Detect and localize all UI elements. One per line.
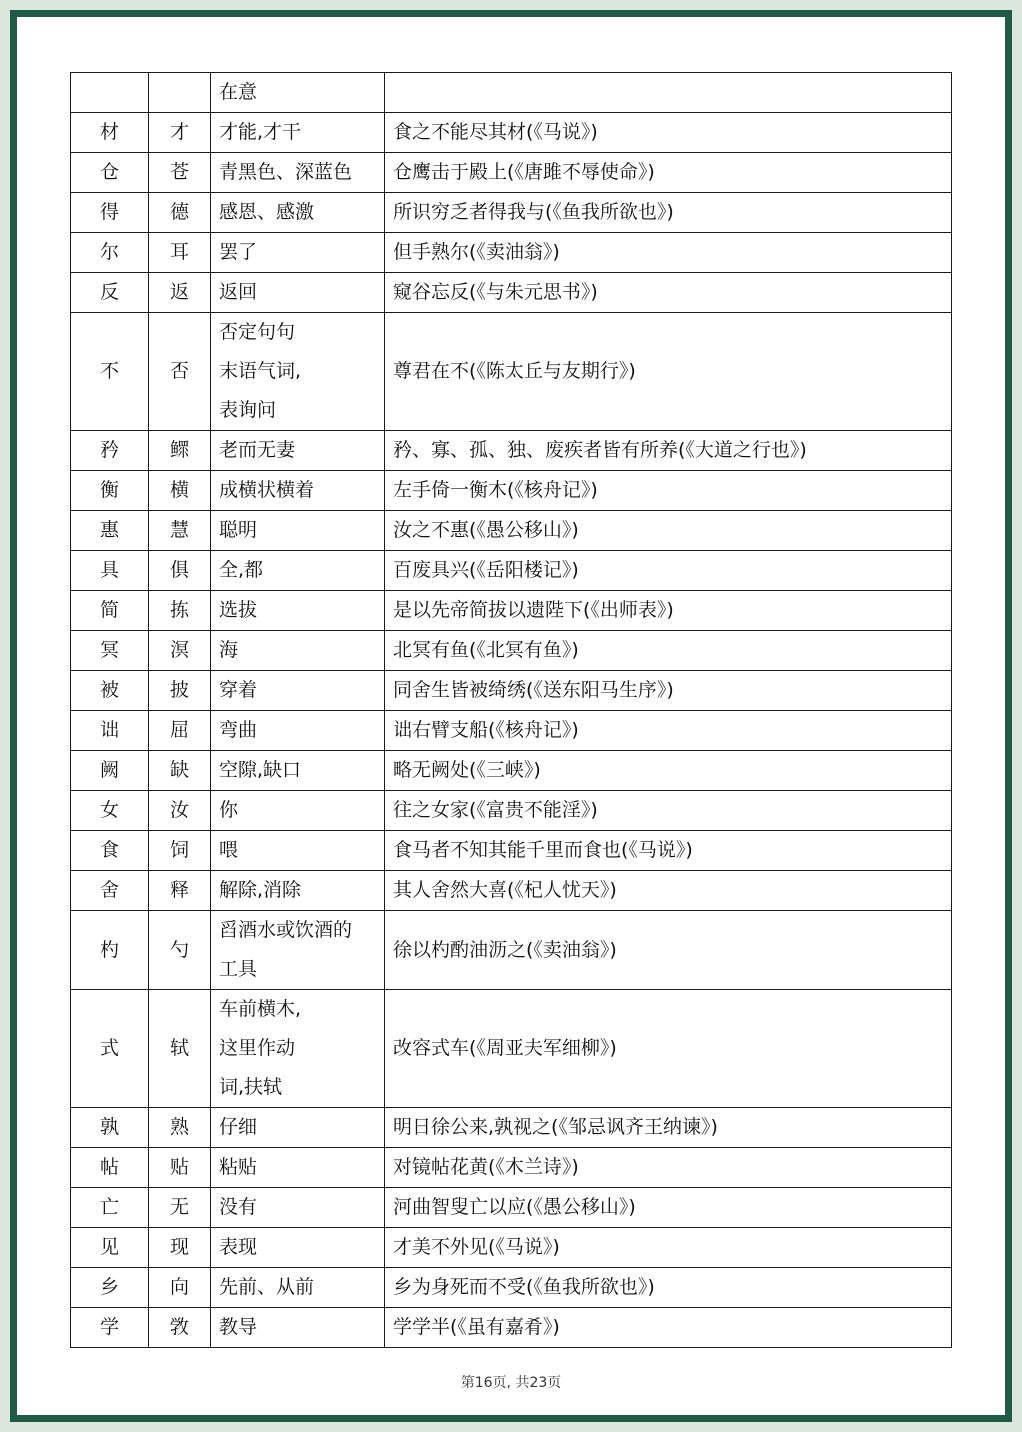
tongjia-char: 食 [71,831,149,871]
meaning-line: 青黑色、深蓝色 [219,161,353,183]
meaning-cell [211,1228,385,1268]
tongjia-char: 式 [71,990,149,1108]
tongjia-char: 乡 [71,1268,149,1308]
meaning-line: 末语气词, [219,360,302,382]
table-row [71,113,952,153]
tongjia-char: 舍 [71,871,149,911]
table-row [71,273,952,313]
original-char: 返 [149,273,211,313]
example-sentence: 略无阙处(《三峡》) [385,751,952,791]
tongjia-char: 得 [71,193,149,233]
tongjia-char [71,73,149,113]
meaning-line: 才能,才干 [219,121,302,143]
table-row [71,711,952,751]
meaning-cell [211,511,385,551]
meaning-cell [211,791,385,831]
example-sentence: 所识穷乏者得我与(《鱼我所欲也》) [385,193,952,233]
example-sentence: 矜、寡、孤、独、废疾者皆有所养(《大道之行也》) [385,431,952,471]
original-char: 现 [149,1228,211,1268]
table-row [71,791,952,831]
meaning-line: 弯曲 [219,719,258,741]
example-sentence: 往之女家(《富贵不能淫》) [385,791,952,831]
meaning-cell [211,273,385,313]
original-char: 鳏 [149,431,211,471]
example-sentence: 左手倚一衡木(《核舟记》) [385,471,952,511]
meaning-line: 返回 [219,281,258,303]
table-row [71,990,952,1108]
example-sentence: 汝之不惠(《愚公移山》) [385,511,952,551]
original-char: 向 [149,1268,211,1308]
table-row [71,911,952,990]
original-char: 才 [149,113,211,153]
example-sentence: 乡为身死而不受(《鱼我所欲也》) [385,1268,952,1308]
tongjia-char: 衡 [71,471,149,511]
tongjiazi-table [70,72,952,1348]
meaning-cell [211,1308,385,1348]
original-char: 释 [149,871,211,911]
tongjia-char: 材 [71,113,149,153]
tongjia-char: 帖 [71,1148,149,1188]
meaning-cell [211,431,385,471]
table-row [71,1308,952,1348]
tongjia-char: 女 [71,791,149,831]
table-row [71,631,952,671]
original-char: 敩 [149,1308,211,1348]
meaning-line: 解除,消除 [219,879,302,901]
meaning-line: 喂 [219,839,239,861]
original-char: 熟 [149,1108,211,1148]
meaning-line: 选拔 [219,599,258,621]
meaning-line: 老而无妻 [219,439,296,461]
meaning-cell [211,1148,385,1188]
original-char: 耳 [149,233,211,273]
table-row [71,591,952,631]
document-page [17,17,1005,1415]
original-char: 拣 [149,591,211,631]
meaning-cell [211,113,385,153]
original-char: 屈 [149,711,211,751]
example-sentence: 尊君在不(《陈太丘与友期行》) [385,313,952,431]
meaning-line: 罢了 [219,241,258,263]
meaning-line: 车前横木, [219,998,302,1020]
original-char: 汝 [149,791,211,831]
original-char: 披 [149,671,211,711]
example-sentence: 学学半(《虽有嘉肴》) [385,1308,952,1348]
table-row [71,1228,952,1268]
meaning-line: 成横状横着 [219,479,315,501]
example-sentence: 百废具兴(《岳阳楼记》) [385,551,952,591]
table-row [71,1148,952,1188]
example-sentence: 改容式车(《周亚夫军细柳》) [385,990,952,1108]
meaning-cell [211,990,385,1108]
table-row [71,313,952,431]
table-row [71,193,952,233]
page-footer: 第16页, 共23页 [460,1375,562,1391]
table-row [71,1268,952,1308]
meaning-line: 教导 [219,1316,258,1338]
original-char: 缺 [149,751,211,791]
meaning-line: 工具 [219,958,258,980]
original-char: 无 [149,1188,211,1228]
meaning-line: 感恩、感激 [219,201,315,223]
example-sentence: 是以先帝简拔以遗陛下(《出师表》) [385,591,952,631]
meaning-cell [211,591,385,631]
meaning-cell [211,471,385,511]
tongjia-char: 亡 [71,1188,149,1228]
original-char: 慧 [149,511,211,551]
meaning-cell [211,1268,385,1308]
meaning-cell [211,831,385,871]
tongjia-char: 尔 [71,233,149,273]
tongjia-char: 阙 [71,751,149,791]
example-sentence: 徐以杓酌油沥之(《卖油翁》) [385,911,952,990]
tongjia-char: 被 [71,671,149,711]
tongjia-char: 矜 [71,431,149,471]
tongjia-char: 惠 [71,511,149,551]
meaning-line: 这里作动 [219,1037,296,1059]
original-char: 德 [149,193,211,233]
meaning-line: 你 [219,799,239,821]
example-sentence: 河曲智叟亡以应(《愚公移山》) [385,1188,952,1228]
table-body [71,73,952,1348]
meaning-cell [211,1188,385,1228]
table-row [71,73,952,113]
example-sentence: 才美不外见(《马说》) [385,1228,952,1268]
meaning-line: 表询问 [219,399,277,421]
meaning-cell [211,711,385,751]
example-sentence: 同舍生皆被绮绣(《送东阳马生序》) [385,671,952,711]
example-sentence: 仓鹰击于殿上(《唐雎不辱使命》) [385,153,952,193]
table-row [71,831,952,871]
meaning-line: 海 [219,639,239,661]
original-char: 横 [149,471,211,511]
example-sentence: 食马者不知其能千里而食也(《马说》) [385,831,952,871]
page-frame [10,10,1012,1422]
table-row [71,153,952,193]
table-row [71,751,952,791]
table-row [71,551,952,591]
tongjia-char: 学 [71,1308,149,1348]
table-row [71,471,952,511]
tongjia-char: 杓 [71,911,149,990]
meaning-cell [211,551,385,591]
meaning-line: 粘贴 [219,1156,258,1178]
original-char: 苍 [149,153,211,193]
original-char: 轼 [149,990,211,1108]
example-sentence: 诎右臂支船(《核舟记》) [385,711,952,751]
meaning-line: 词,扶轼 [219,1076,283,1098]
meaning-line: 否定句句 [219,321,296,343]
meaning-cell [211,313,385,431]
example-sentence: 北冥有鱼(《北冥有鱼》) [385,631,952,671]
tongjia-char: 冥 [71,631,149,671]
table-row [71,1188,952,1228]
meaning-cell [211,631,385,671]
meaning-cell [211,911,385,990]
meaning-line: 聪明 [219,519,258,541]
original-char: 溟 [149,631,211,671]
meaning-line: 仔细 [219,1116,258,1138]
meaning-line: 穿着 [219,679,258,701]
example-sentence: 对镜帖花黄(《木兰诗》) [385,1148,952,1188]
meaning-cell [211,153,385,193]
meaning-cell [211,671,385,711]
original-char: 否 [149,313,211,431]
table-row [71,871,952,911]
tongjia-char: 诎 [71,711,149,751]
example-sentence: 食之不能尽其材(《马说》) [385,113,952,153]
meaning-cell [211,233,385,273]
example-sentence: 其人舍然大喜(《杞人忧天》) [385,871,952,911]
meaning-cell [211,1108,385,1148]
meaning-cell [211,193,385,233]
meaning-cell [211,751,385,791]
tongjia-char: 反 [71,273,149,313]
tongjia-char: 具 [71,551,149,591]
meaning-line: 没有 [219,1196,258,1218]
tongjia-char: 简 [71,591,149,631]
table-row [71,431,952,471]
tongjia-char: 孰 [71,1108,149,1148]
example-sentence: 窥谷忘反(《与朱元思书》) [385,273,952,313]
meaning-line: 表现 [219,1236,258,1258]
meaning-line: 舀酒水或饮酒的 [219,919,353,941]
tongjia-char: 见 [71,1228,149,1268]
example-sentence [385,73,952,113]
tongjia-char: 不 [71,313,149,431]
table-row [71,1108,952,1148]
meaning-cell [211,871,385,911]
table-row [71,233,952,273]
example-sentence: 明日徐公来,孰视之(《邹忌讽齐王纳谏》) [385,1108,952,1148]
meaning-line: 先前、从前 [219,1276,315,1298]
table-row [71,671,952,711]
example-sentence: 但手熟尔(《卖油翁》) [385,233,952,273]
meaning-line: 在意 [219,81,258,103]
table-row [71,511,952,551]
original-char: 勺 [149,911,211,990]
tongjia-char: 仓 [71,153,149,193]
meaning-cell [211,73,385,113]
meaning-line: 空隙,缺口 [219,759,302,781]
original-char [149,73,211,113]
original-char: 贴 [149,1148,211,1188]
original-char: 俱 [149,551,211,591]
meaning-line: 全,都 [219,559,264,581]
original-char: 饲 [149,831,211,871]
